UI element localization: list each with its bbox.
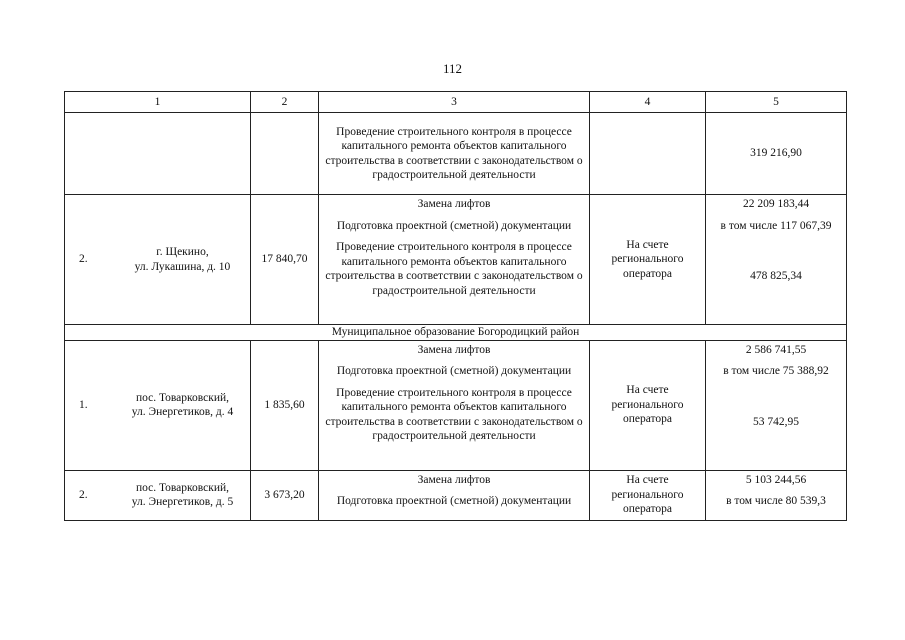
address-line-2: ул. Лукашина, д. 10 bbox=[134, 260, 231, 273]
address-line-2: ул. Энергетиков, д. 5 bbox=[131, 496, 234, 508]
work-cell bbox=[319, 470, 590, 520]
work-item-design: Подготовка проектной (сметной) документации bbox=[336, 365, 572, 377]
funding-cell bbox=[590, 113, 706, 195]
header-col-4: 4 bbox=[590, 92, 706, 113]
work-item-elevators: Замена лифтов bbox=[417, 473, 491, 486]
work-cell: Проведение строительного контроля в процессе капитального ремонта объектов капитального строительства в соответствии с законодательством о градостроительной деятельности bbox=[319, 113, 590, 195]
address-line-2: ул. Энергетиков, д. 4 bbox=[131, 406, 234, 418]
sum-supervision: 53 742,95 bbox=[753, 415, 799, 428]
table-header-row bbox=[65, 92, 847, 113]
funding-cell: На счете регионального оператора bbox=[590, 470, 706, 520]
sum-elevators: 22 209 183,44 bbox=[742, 198, 810, 210]
sum-design: в том числе 80 539,3 bbox=[726, 495, 826, 507]
address-line-1: г. Щекино, bbox=[156, 246, 209, 258]
area-cell: 17 840,70 bbox=[251, 195, 319, 325]
area-cell: 3 673,20 bbox=[251, 470, 319, 520]
header-col-3: 3 bbox=[319, 92, 590, 113]
region-title: Муниципальное образование Богородицкий район bbox=[65, 325, 847, 341]
address-cell bbox=[65, 113, 251, 195]
address-cell bbox=[65, 470, 251, 520]
sum-design: в том числе 117 067,39 bbox=[720, 219, 832, 232]
address-line-1: пос. Товарковский, bbox=[135, 391, 230, 404]
row-number: 2. bbox=[79, 253, 88, 266]
work-item-design: Подготовка проектной (сметной) документации bbox=[336, 219, 572, 232]
address-cell bbox=[65, 340, 251, 470]
row-number: 1. bbox=[79, 398, 88, 411]
capital-repair-table bbox=[64, 91, 847, 521]
funding-cell: На счете регионального оператора bbox=[590, 195, 706, 325]
header-col-2: 2 bbox=[251, 92, 319, 113]
region-row bbox=[65, 325, 847, 341]
sum-cell bbox=[706, 470, 847, 520]
sum-cell bbox=[706, 340, 847, 470]
work-item-elevators: Замена лифтов bbox=[417, 198, 491, 210]
sum-elevators: 2 586 741,55 bbox=[745, 343, 807, 356]
work-cell bbox=[319, 195, 590, 325]
area-cell bbox=[251, 113, 319, 195]
sum-cell bbox=[706, 195, 847, 325]
sum-supervision: 478 825,34 bbox=[750, 270, 802, 282]
header-col-1: 1 bbox=[65, 92, 251, 113]
address-cell bbox=[65, 195, 251, 325]
sum-cell: 319 216,90 bbox=[706, 113, 847, 195]
area-cell: 1 835,60 bbox=[251, 340, 319, 470]
work-item-supervision: Проведение строительного контроля в процессе капитального ремонта объектов капитального строительства в соответствии с законодательством о градостроительной деятельности bbox=[325, 241, 583, 297]
table-row bbox=[65, 195, 847, 325]
sum-elevators: 5 103 244,56 bbox=[745, 473, 807, 486]
address-line-1: пос. Товарковский, bbox=[135, 481, 230, 494]
page-number: 112 bbox=[442, 61, 463, 76]
work-cell bbox=[319, 340, 590, 470]
table-row bbox=[65, 340, 847, 470]
funding-cell: На счете регионального оператора bbox=[590, 340, 706, 470]
header-col-5: 5 bbox=[706, 92, 847, 113]
work-item-supervision: Проведение строительного контроля в процессе капитального ремонта объектов капитального строительства в соответствии с законодательством о градостроительной деятельности bbox=[325, 386, 583, 442]
table-row bbox=[65, 470, 847, 520]
table-row bbox=[65, 113, 847, 195]
sum-design: в том числе 75 388,92 bbox=[723, 365, 829, 377]
row-number: 2. bbox=[79, 488, 88, 501]
work-item-design: Подготовка проектной (сметной) документации bbox=[336, 495, 572, 507]
work-item-elevators: Замена лифтов bbox=[417, 343, 491, 356]
